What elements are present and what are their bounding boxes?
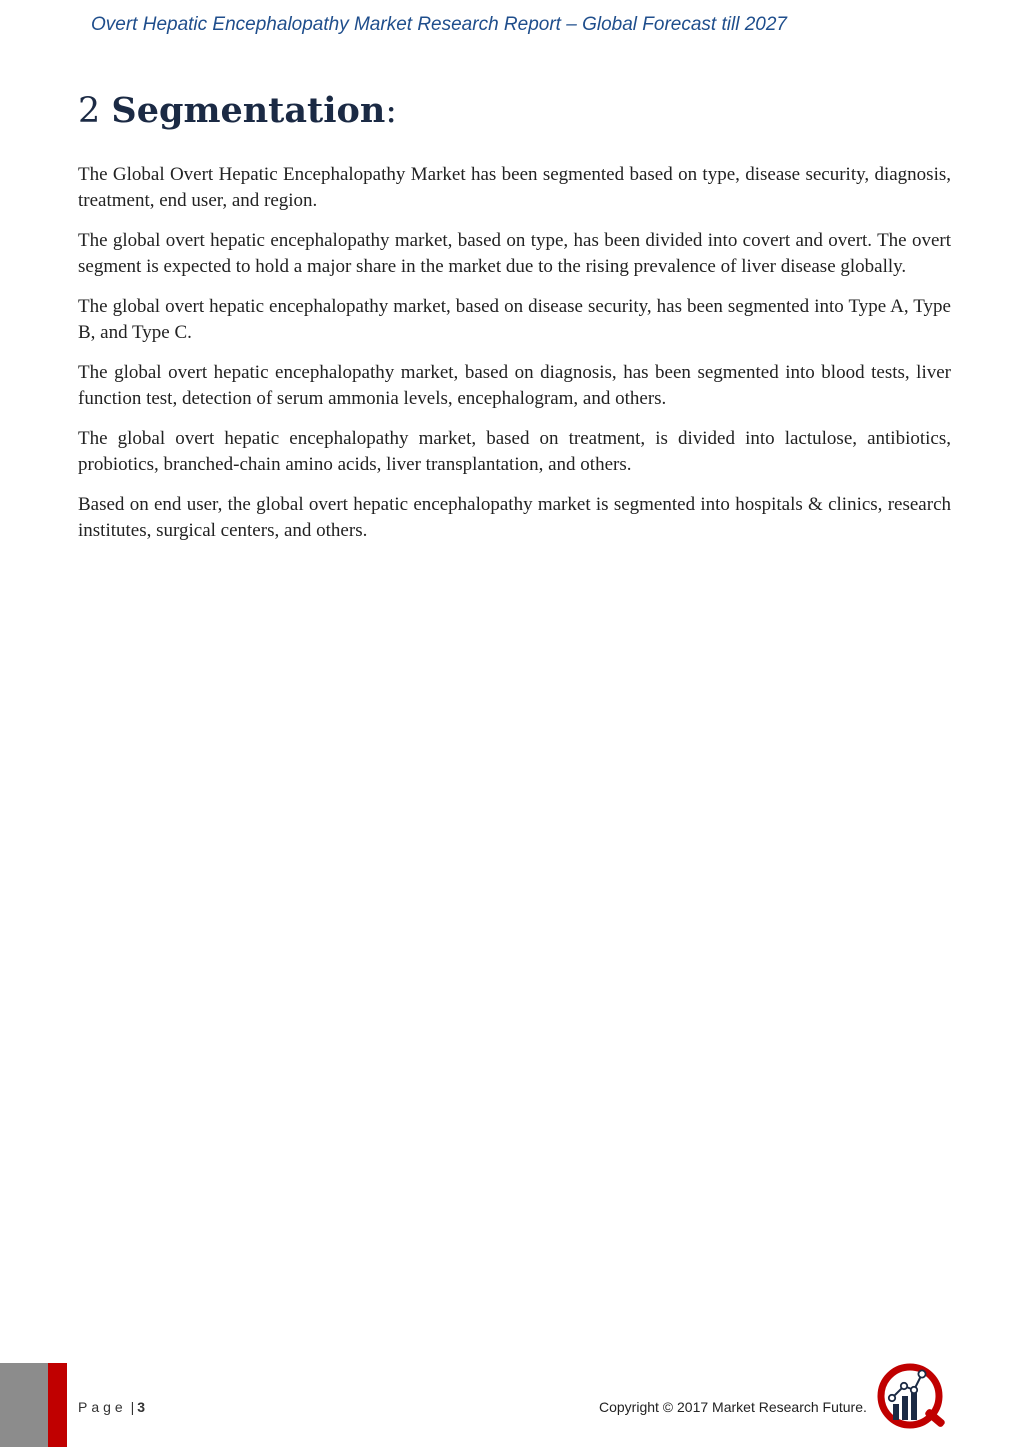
section-colon: : [385, 91, 398, 131]
paragraph: The global overt hepatic encephalopathy market, based on disease security, has been segmented into Type A, Type B, and Type C. [78, 296, 951, 343]
page-label: Page [78, 1399, 127, 1415]
section-title: Segmentation [111, 90, 386, 131]
body-text [78, 162, 951, 558]
section-heading [78, 90, 397, 131]
paragraph: The global overt hepatic encephalopathy market, based on treatment, is divided into lactulose, antibiotics, probiotics, branched-chain amino acids, liver transplantation, and others. [78, 428, 951, 475]
market-research-future-logo-icon [876, 1362, 954, 1432]
footer-page-indicator [78, 1399, 145, 1415]
footer-red-bar [48, 1363, 67, 1447]
footer-gray-bar [0, 1363, 48, 1447]
page-separator: | [130, 1399, 135, 1415]
logo-point [911, 1387, 917, 1393]
logo-point [889, 1395, 895, 1401]
logo-point [901, 1383, 907, 1389]
running-header-title: Overt Hepatic Encephalopathy Market Research Report – Global Forecast till 2027 [91, 14, 787, 35]
page-number: 3 [137, 1399, 146, 1415]
logo-point [918, 1370, 925, 1377]
paragraph: The global overt hepatic encephalopathy market, based on diagnosis, has been segmented into blood tests, liver function test, detection of serum ammonia levels, encephalogram, and others. [78, 362, 951, 409]
paragraph: The global overt hepatic encephalopathy market, based on type, has been divided into covert and overt. The overt segment is expected to hold a major share in the market due to the rising prevalence of liver disease globally. [78, 230, 951, 277]
section-number: 2 [78, 91, 101, 131]
paragraph: Based on end user, the global overt hepatic encephalopathy market is segmented into hospitals & clinics, research institutes, surgical centers, and others. [78, 494, 951, 541]
paragraph: The Global Overt Hepatic Encephalopathy Market has been segmented based on type, disease security, diagnosis, treatment, end user, and region. [78, 164, 951, 211]
logo-bar [893, 1404, 899, 1420]
logo-bar [902, 1396, 908, 1420]
footer-copyright: Copyright © 2017 Market Research Future. [599, 1399, 867, 1415]
